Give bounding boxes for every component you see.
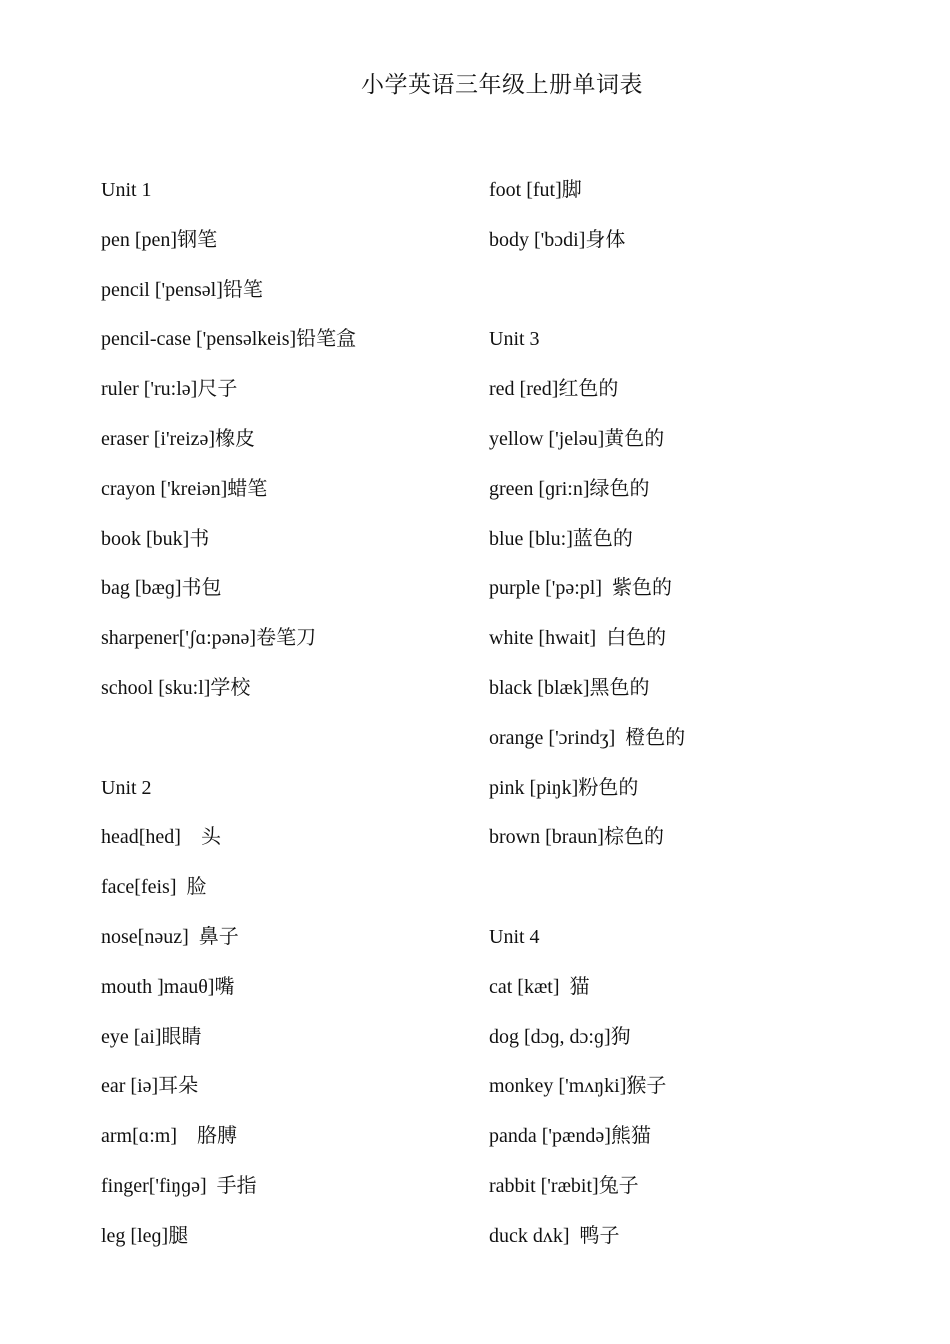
word-entry: white [hwait] 白色的 [489, 627, 667, 650]
word-entry: panda ['pændə]熊猫 [489, 1125, 651, 1148]
word-entry: cat [kæt] 猫 [489, 975, 590, 998]
word-entry: book [buk]书 [101, 527, 210, 550]
word-entry: red [red]红色的 [489, 378, 619, 401]
word-entry: yellow ['jeləu]黄色的 [489, 427, 665, 450]
page-title: 小学英语三年级上册单词表 [361, 72, 643, 98]
word-entry: crayon ['kreiən]蜡笔 [101, 477, 268, 500]
unit-heading: Unit 1 [101, 179, 152, 201]
word-entry: arm[ɑ:m] 胳膊 [101, 1125, 237, 1148]
right-word-column [489, 173, 685, 1269]
word-entry: mouth ]mauθ]嘴 [101, 975, 235, 998]
blank-line [489, 870, 685, 920]
word-entry: head[hed] 头 [101, 826, 221, 849]
left-word-column [101, 173, 356, 1269]
word-entry: nose[nəuz] 鼻子 [101, 925, 239, 948]
word-entry: pencil ['pensəl]铅笔 [101, 278, 263, 301]
word-entry: blue [blu:]蓝色的 [489, 527, 633, 550]
word-entry: eraser [i'reizə]橡皮 [101, 427, 256, 450]
word-entry: pencil-case ['pensəlkeis]铅笔盒 [101, 328, 357, 351]
word-entry: sharpener['ʃɑ:pənə]卷笔刀 [101, 627, 317, 650]
word-entry: rabbit ['ræbit]兔子 [489, 1174, 639, 1197]
word-entry: monkey ['mʌŋki]猴子 [489, 1075, 667, 1098]
word-entry: eye [ai]眼睛 [101, 1025, 202, 1048]
word-entry: finger['fiŋɡə] 手指 [101, 1174, 257, 1197]
word-entry: black [blæk]黑色的 [489, 676, 650, 699]
word-entry: pink [piŋk]粉色的 [489, 776, 639, 799]
unit-heading: Unit 3 [489, 328, 540, 351]
word-entry: ear [iə]耳朵 [101, 1075, 199, 1098]
word-entry: pen [pen]钢笔 [101, 228, 218, 251]
word-entry: leg [leɡ]腿 [101, 1224, 189, 1247]
word-entry: foot [fut]脚 [489, 179, 582, 201]
word-entry: ruler ['ru:lə]尺子 [101, 378, 238, 401]
word-entry: dog [dɔɡ, dɔ:ɡ]狗 [489, 1025, 631, 1048]
unit-heading: Unit 2 [101, 776, 152, 799]
word-entry: face[feis] 脸 [101, 876, 207, 899]
word-entry: orange ['ɔrindʒ] 橙色的 [489, 726, 686, 749]
word-entry: body ['bɔdi]身体 [489, 228, 626, 251]
word-entry: school [sku:l]学校 [101, 676, 251, 699]
unit-heading: Unit 4 [489, 925, 540, 948]
blank-line [489, 273, 685, 323]
word-entry: bag [bæɡ]书包 [101, 577, 222, 600]
word-entry: brown [braun]棕色的 [489, 826, 664, 849]
word-entry: purple ['pə:pl] 紫色的 [489, 577, 673, 600]
word-entry: green [ɡri:n]绿色的 [489, 477, 650, 500]
word-entry: duck dʌk] 鸭子 [489, 1224, 620, 1247]
blank-line [101, 721, 356, 771]
